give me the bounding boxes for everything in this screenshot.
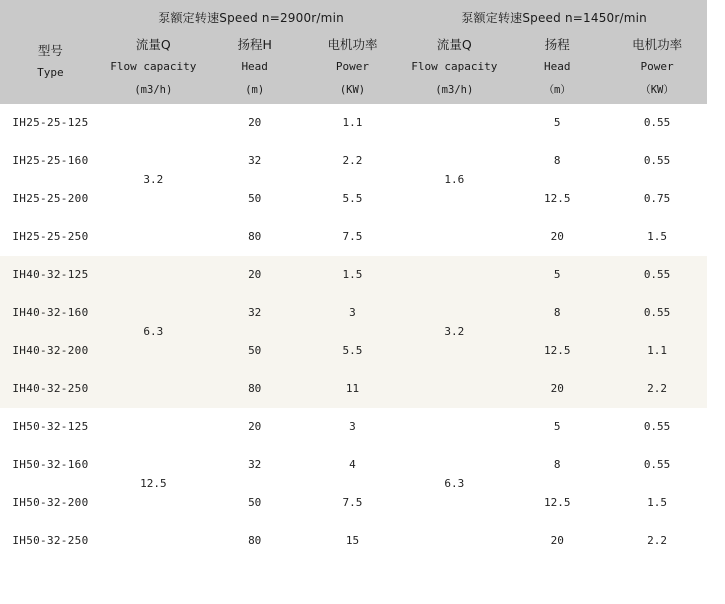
cell-model: IH40-32-250 [0, 370, 101, 408]
column-header-power-1450-unit: （KW） [640, 83, 674, 96]
column-header-flow-1450-en: Flow capacity [411, 60, 498, 74]
cell-power-2900: 4 [349, 458, 356, 472]
table-row [0, 256, 707, 294]
column-header-power-2900-unit: (KW) [339, 83, 366, 96]
column-header-flow-1450-unit: (m3/h) [435, 83, 474, 96]
column-header-head-2900-en: Head [241, 60, 268, 74]
cell-head-2900: 32 [206, 294, 304, 332]
cell-power-1450: 0.55 [643, 116, 671, 130]
cell-power-2900: 15 [345, 534, 360, 548]
cell-head-2900: 20 [206, 256, 304, 294]
cell-head-1450: 8 [507, 294, 607, 332]
cell-model: IH40-32-200 [0, 332, 101, 370]
cell-power-1450: 1.5 [647, 230, 667, 244]
cell-power-2900: 5.5 [342, 192, 363, 206]
cell-head-2900: 20 [248, 116, 262, 130]
cell-head-1450: 8 [553, 458, 561, 472]
table-body [0, 104, 707, 560]
table-header [0, 0, 707, 104]
column-header-power-1450-cn: 电机功率 [632, 37, 683, 52]
cell-power-1450: 1.1 [607, 332, 707, 370]
column-header-head-1450-en: Head [543, 60, 571, 74]
cell-model: IH50-32-160 [12, 458, 89, 472]
cell-power-1450: 0.55 [607, 294, 707, 332]
column-header-head-2900-unit: (m) [245, 83, 265, 96]
column-header-head-2900 [206, 34, 304, 104]
cell-flow-1450: 1.6 [444, 173, 465, 187]
speed-header-spacer [0, 0, 101, 34]
column-header-head-1450-cn: 扬程 [544, 37, 570, 52]
column-header-flow-2900-unit: (m3/h) [134, 83, 173, 96]
cell-head-2900: 50 [206, 332, 304, 370]
cell-head-1450: 12.5 [543, 192, 571, 206]
column-header-flow-2900-cn: 流量Q [135, 37, 171, 52]
cell-head-2900: 50 [248, 496, 262, 510]
column-header-head-1450-unit: （m） [543, 83, 571, 96]
column-header-type [0, 34, 101, 104]
column-header-flow-1450 [401, 34, 507, 104]
cell-power-1450: 0.55 [643, 458, 671, 472]
cell-power-2900: 5.5 [304, 332, 402, 370]
cell-power-1450: 0.55 [643, 420, 671, 434]
cell-head-2900: 80 [248, 534, 262, 548]
cell-power-2900: 1.5 [304, 256, 402, 294]
cell-power-1450: 2.2 [647, 534, 667, 548]
cell-head-2900: 80 [206, 370, 304, 408]
column-header-type-cn: 型号 [37, 42, 63, 58]
cell-power-1450: 2.2 [607, 370, 707, 408]
cell-flow-2900: 12.5 [140, 477, 167, 491]
column-header-head-2900-cn: 扬程H [237, 37, 272, 52]
speed-header-row [0, 0, 707, 34]
cell-model: IH50-32-200 [12, 496, 89, 510]
cell-power-2900: 3 [349, 420, 356, 434]
cell-head-2900: 20 [248, 420, 262, 434]
column-header-flow-1450-cn: 流量Q [436, 37, 472, 52]
cell-model: IH40-32-160 [0, 294, 101, 332]
cell-head-2900: 50 [248, 192, 262, 206]
cell-power-2900: 11 [304, 370, 402, 408]
column-header-row [0, 34, 707, 104]
column-header-power-2900 [304, 34, 402, 104]
cell-flow-2900: 3.2 [143, 173, 164, 187]
cell-head-1450: 8 [553, 154, 561, 168]
column-header-head-1450 [507, 34, 607, 104]
cell-head-1450: 5 [553, 116, 561, 130]
speed-header-2900: 泵额定转速Speed n=2900r/min [158, 10, 344, 25]
cell-head-2900: 32 [248, 458, 262, 472]
table-row [0, 104, 707, 142]
cell-power-2900: 2.2 [342, 154, 363, 168]
cell-power-2900: 7.5 [342, 230, 363, 244]
cell-flow-1450: 3.2 [401, 256, 507, 408]
column-header-type-en: Type [37, 65, 64, 79]
table-row [0, 408, 707, 446]
cell-head-1450: 5 [507, 256, 607, 294]
column-header-flow-2900-en: Flow capacity [110, 60, 197, 74]
speed-header-1450: 泵额定转速Speed n=1450r/min [461, 10, 647, 25]
cell-model: IH25-25-160 [12, 154, 89, 168]
cell-head-1450: 20 [507, 370, 607, 408]
cell-head-1450: 20 [550, 230, 564, 244]
cell-flow-1450: 6.3 [444, 477, 465, 491]
column-header-power-1450 [607, 34, 707, 104]
column-header-power-2900-cn: 电机功率 [327, 37, 378, 52]
cell-power-1450: 0.75 [643, 192, 671, 206]
cell-model: IH50-32-125 [12, 420, 89, 434]
cell-head-2900: 80 [248, 230, 262, 244]
cell-power-1450: 0.55 [607, 256, 707, 294]
cell-power-2900: 7.5 [342, 496, 363, 510]
cell-head-1450: 12.5 [507, 332, 607, 370]
cell-head-1450: 5 [553, 420, 561, 434]
cell-power-1450: 1.5 [647, 496, 667, 510]
column-header-power-2900-en: Power [335, 60, 370, 74]
cell-power-2900: 1.1 [342, 116, 363, 130]
cell-model: IH25-25-250 [12, 230, 89, 244]
cell-head-1450: 20 [550, 534, 564, 548]
cell-model: IH50-32-250 [12, 534, 89, 548]
cell-model: IH25-25-125 [12, 116, 89, 130]
column-header-flow-2900 [101, 34, 206, 104]
cell-model: IH40-32-125 [0, 256, 101, 294]
cell-power-2900: 3 [304, 294, 402, 332]
column-header-power-1450-en: Power [640, 60, 674, 74]
cell-power-1450: 0.55 [643, 154, 671, 168]
cell-model: IH25-25-200 [12, 192, 89, 206]
cell-head-2900: 32 [248, 154, 262, 168]
cell-head-1450: 12.5 [543, 496, 571, 510]
cell-flow-2900: 6.3 [101, 256, 206, 408]
